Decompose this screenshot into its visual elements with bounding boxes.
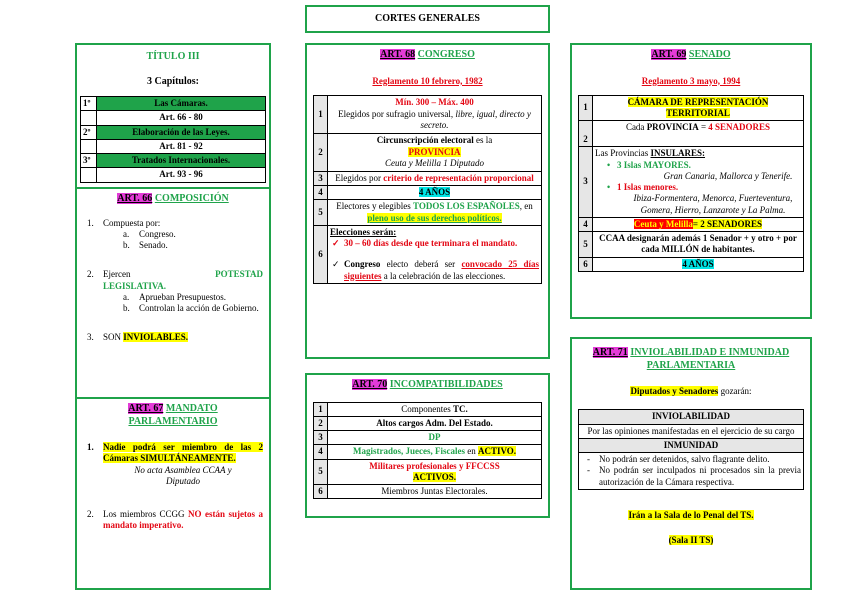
art66-item-2a: a. Aprueban Presupuestos. — [123, 291, 226, 302]
table-row: INVIOLABILIDAD — [579, 410, 804, 424]
table-row: Por las opiniones manifestadas en el ejercicio de su cargo — [579, 424, 804, 438]
table-row — [81, 139, 266, 153]
table-row: - No podrán ser detenidos, salvo flagrante delito. - No podrán ser inculpados ni procesados sin la previa autorización de la Cámara respectiva. — [579, 453, 804, 490]
titulo-heading: TÍTULO III — [146, 51, 200, 62]
art67-heading: ART. 67 MANDATO PARLAMENTARIO — [128, 403, 218, 427]
table-row — [81, 111, 266, 125]
table-row: 3 DP — [314, 431, 542, 445]
art68-box — [305, 43, 550, 359]
table-row: 1 Componentes TC. — [314, 402, 542, 416]
art69-box — [570, 43, 812, 319]
art66-box — [75, 187, 271, 399]
table-row: 2 Altos cargos Adm. Del Estado. — [314, 416, 542, 430]
table-row: INMUNIDAD — [579, 438, 804, 452]
art69-table — [578, 95, 804, 272]
art69-heading: ART. 69 SENADO — [651, 49, 731, 60]
titulo-subheading: 3 Capítulos: — [147, 75, 199, 87]
table-row — [81, 125, 266, 139]
art70-heading: ART. 70 INCOMPATIBILIDADES — [352, 379, 503, 390]
art67-item-2: 2. Los miembros CCGG NO están sujetos a mandato imperativo. — [87, 509, 263, 531]
header-box — [305, 5, 550, 33]
chapter-arts: Art. 93 - 96 — [97, 168, 266, 182]
table-row: 6 Miembros Juntas Electorales. — [314, 485, 542, 499]
art68-reglamento: Reglamento 10 febrero, 1982 — [372, 75, 483, 86]
art71-footer-sala: (Sala II TS) — [668, 535, 714, 545]
art66-item-1: 1. Compuesta por: — [87, 217, 161, 228]
table-row: 3 Elegidos por criterio de representación proporcional — [314, 171, 542, 185]
art66-heading: ART. 66 COMPOSICIÓN — [117, 193, 229, 204]
chapter-num: 1º — [81, 97, 97, 111]
chapter-arts: Art. 81 - 92 — [97, 139, 266, 153]
table-row — [81, 168, 266, 182]
chapter-num: 3º — [81, 154, 97, 168]
art70-table — [313, 402, 542, 500]
art71-box — [570, 337, 812, 590]
art66-item-2: 2. Ejercen POTESTAD LEGISLATIVA. — [87, 269, 263, 291]
chapter-label: Tratados Internacionales. — [97, 154, 266, 168]
table-row: 6 4 AÑOS — [579, 257, 804, 271]
art70-box — [305, 373, 550, 518]
page-title: CORTES GENERALES — [375, 12, 480, 24]
art68-table — [313, 95, 542, 284]
table-row: 5 Militares profesionales y FFCCSS ACTIVOS. — [314, 459, 542, 485]
art69-reglamento: Reglamento 3 mayo, 1994 — [641, 75, 741, 86]
table-row — [81, 154, 266, 168]
table-row: 4 Ceuta y Melilla= 2 SENADORES — [579, 217, 804, 231]
chapter-label: Las Cámaras. — [97, 97, 266, 111]
art66-item-1b: b. Senado. — [123, 240, 168, 250]
art66-item-1a: a. Congreso. — [123, 228, 176, 239]
art71-intro: Diputados y Senadores gozarán: — [630, 386, 752, 396]
art68-heading: ART. 68 CONGRESO — [380, 49, 475, 60]
table-row: 1 Mín. 300 – Máx. 400 Elegidos por sufragio universal, libre, igual, directo y secreto. — [314, 95, 542, 133]
chapter-num: 2º — [81, 125, 97, 139]
titulo-box — [75, 43, 271, 189]
art67-box — [75, 397, 271, 590]
table-row: 2 Circunscripción electoral es la PROVINCIA Ceuta y Melilla 1 Diputado — [314, 133, 542, 171]
art71-footer: Irán a la Sala de lo Penal del TS. — [628, 509, 754, 520]
table-row: 5 Electores y elegibles TODOS LOS ESPAÑOLES, en pleno uso de sus derechos políticos. — [314, 200, 542, 226]
chapter-label: Elaboración de las Leyes. — [97, 125, 266, 139]
art67-item-1: 1. Nadie podrá ser miembro de las 2 Cámaras SIMULTÁNEAMENTE. No acta Asamblea CCAA y Diputado — [87, 442, 263, 486]
table-row: 4 4 AÑOS — [314, 186, 542, 200]
art66-item-2b: b. Controlan la acción de Gobierno. — [123, 303, 259, 313]
table-row — [81, 97, 266, 111]
chapter-arts: Art. 66 - 80 — [97, 111, 266, 125]
table-row: 1 CÁMARA DE REPRESENTACIÓN TERRITORIAL — [579, 95, 804, 121]
table-row: 6 Elecciones serán: ✓ 30 – 60 días desde que terminara el mandato. ✓ Congreso electo deberá ser convocado 25 días siguientes a la celebración de las elecciones. — [314, 225, 542, 283]
table-row: 5 CCAA designarán además 1 Senador + y otro + por cada MILLÓN de habitantes. — [579, 232, 804, 258]
table-row: 4 Magistrados, Jueces, Fiscales en ACTIVO. — [314, 445, 542, 459]
table-row: 3 Las Provincias INSULARES: • 3 Islas MAYORES. Gran Canaria, Mallorca y Tenerife. • 1 Islas menores. Ibiza-Formentera, Menorca, Fuerteventura, Gomera, Hierro, Lanzarote y La Palma. — [579, 147, 804, 218]
art66-item-3: 3. SON INVIOLABLES. — [87, 332, 189, 343]
table-row: 2 Cada PROVINCIA = 4 SENADORES — [579, 121, 804, 147]
art71-heading: ART. 71 INVIOLABILIDAD E INMUNIDAD PARLAMENTARIA — [592, 347, 790, 371]
titulo-table — [80, 96, 266, 183]
art71-table — [578, 409, 804, 490]
